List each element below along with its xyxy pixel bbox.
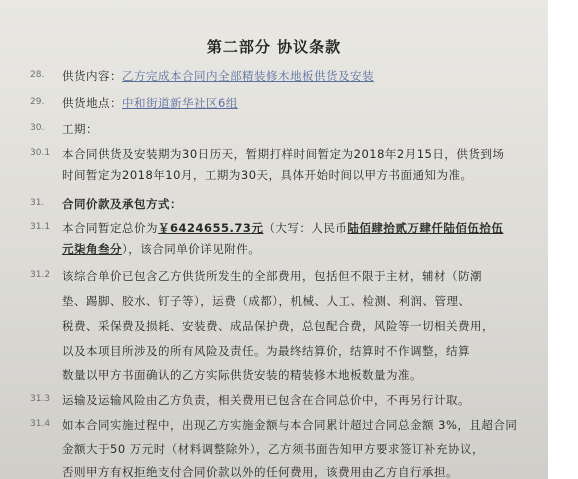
paragraph-line: 本合同供货及安装期为30日历天，暂期打样时间暂定为2018年2月15日，供货到场 bbox=[62, 147, 505, 161]
clause-number: 31. bbox=[30, 198, 45, 208]
clause-label: 供货地点： bbox=[62, 96, 122, 110]
clause-label: 合同价款及承包方式： bbox=[62, 197, 182, 211]
paragraph-line: 如本合同实施过程中，出现乙方实施金额与本合同累计超过合同总金额 3%，且超合同 bbox=[62, 418, 518, 432]
price-amount-chinese-end: 元柒角叁分 bbox=[62, 242, 122, 256]
paragraph-line: 该综合单价已包含乙方供货所发生的全部费用，包括但不限于主材，辅材（防潮 bbox=[62, 269, 482, 283]
clause-supply-location bbox=[62, 95, 238, 111]
clause-number: 31.4 bbox=[30, 419, 51, 429]
paragraph-line: 运输及运输风险由乙方负责，相关费用已包含在合同总价中，不再另行计取。 bbox=[62, 393, 470, 407]
paragraph-line: 以及本项目所涉及的所有风险及责任。为最终结算价，结算时不作调整，结算 bbox=[62, 344, 470, 358]
page-margin bbox=[548, 0, 578, 479]
paragraph-line: 垫、踢脚、胶水、钉子等），运费（成都），机械、人工、检测、利润、管理、 bbox=[62, 294, 471, 308]
contract-price-line bbox=[62, 241, 260, 257]
paragraph-line: 否则甲方有权拒绝支付合同价款以外的任何费用，该费用由乙方自行承担。 bbox=[62, 465, 458, 479]
paragraph-line: 税费、采保费及损耗、安装费、成品保护费，总包配合费，风险等一切相关费用， bbox=[62, 319, 494, 333]
clause-number: 28. bbox=[30, 70, 45, 80]
contract-price-line bbox=[62, 220, 503, 236]
clause-number: 31.1 bbox=[30, 222, 51, 232]
clause-number: 30.1 bbox=[30, 148, 51, 158]
paragraph-line: 数量以甲方书面确认的乙方实际供货安装的精装修木地板数量为准。 bbox=[62, 368, 422, 382]
clause-number: 30. bbox=[30, 123, 45, 133]
clause-number: 29. bbox=[30, 97, 45, 107]
price-prefix: 本合同暂定总价为 bbox=[62, 221, 158, 235]
clause-value: 中和街道新华社区6组 bbox=[122, 96, 238, 110]
clause-number: 31.2 bbox=[30, 270, 51, 280]
section-title: 第二部分 协议条款 bbox=[206, 38, 342, 56]
paragraph-line: 金额大于50 万元时（材料调整除外），乙方须书面告知甲方要求签订补充协议， bbox=[62, 442, 485, 456]
clause-label: 供货内容： bbox=[62, 69, 122, 83]
clause-number: 31.3 bbox=[30, 394, 51, 404]
clause-value: 乙方完成本合同内全部精装修木地板供货及安装 bbox=[122, 69, 374, 83]
clause-supply-content bbox=[62, 68, 374, 84]
price-mid: （大写：人民币 bbox=[263, 221, 348, 235]
price-amount-chinese: 陆佰肆拾贰万肆仟陆佰伍拾伍 bbox=[347, 221, 504, 235]
price-amount: ￥6424655.73元 bbox=[158, 221, 264, 235]
price-suffix: ），该合同单价详见附件。 bbox=[122, 242, 261, 256]
clause-label: 工期： bbox=[62, 122, 98, 136]
paragraph-line: 时间暂定为2018年10月，工期为30天，具体开始时间以甲方书面通知为准。 bbox=[62, 168, 473, 182]
